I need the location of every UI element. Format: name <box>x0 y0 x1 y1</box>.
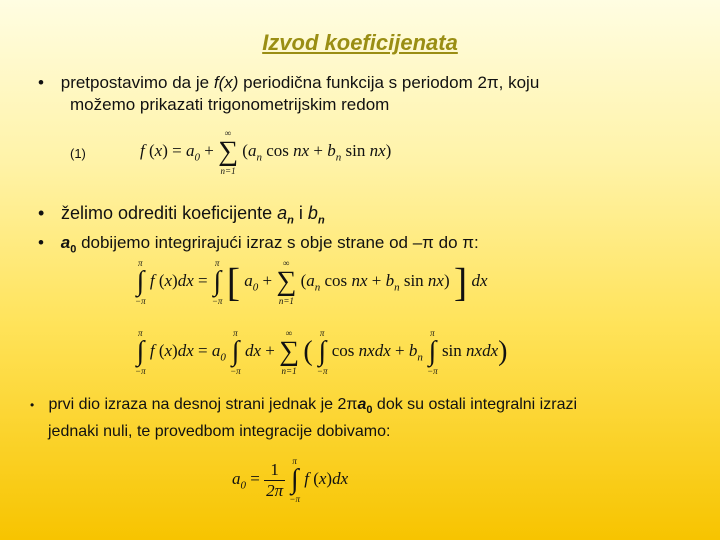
equation-4: $a_0$ = $\frac{1}{2\pi}$ π ∫ −π f (x)dx <box>232 456 349 504</box>
bullet-dot: • <box>30 398 35 412</box>
bullet-dot: • <box>38 73 44 92</box>
slide-title: Izvod koeficijenata <box>262 30 458 55</box>
bullet-3 <box>38 232 479 260</box>
bullet-4-text-a: prvi dio izraza na desnoj strani jednak je 2π <box>48 396 358 413</box>
bullet-3-sub: 0 <box>70 243 77 256</box>
bullet-4-sub: 0 <box>366 404 373 417</box>
equation-1: f $(x) = a_0$ + ∞ ∑ n=1 ($a_n$ cos nx + $b_n$ sin nx) <box>140 128 392 176</box>
bullet-4-line2: jednaki nuli, te provedbom integracije dobivamo: <box>48 423 391 441</box>
bullet-1-text-a: pretpostavimo da je <box>60 73 210 92</box>
bullet-2-n2: n <box>317 214 325 227</box>
bullet-1 <box>38 72 698 116</box>
equation-2: π ∫ −π f (x)dx = π ∫ −π [ $a_0$ + ∞ ∑ n=1 ($a_n$ cos nx + $b_n$ sin nx) ] dx <box>135 258 488 306</box>
bullet-2-n1: n <box>287 214 294 227</box>
bullet-1-line2: možemo prikazati trigonometrijskim redom <box>70 95 390 114</box>
bullet-1-text-b: periodična funkcija s periodom 2π, koju <box>243 73 540 92</box>
equation-1-label: (1) <box>70 146 86 161</box>
bullet-4-text-b: dok su ostali integralni izrazi <box>376 396 578 413</box>
bullet-2-and: i <box>298 203 303 223</box>
bullet-2-b: b <box>307 203 318 223</box>
bullet-4-a: a <box>357 396 367 413</box>
bullet-2-a: a <box>277 203 288 223</box>
bullet-3-a: a <box>60 233 71 252</box>
bullet-3-text: dobijemo integrirajući izraz s obje strane od –π do π: <box>81 233 479 252</box>
bullet-2-text: želimo odrediti koeficijente <box>61 203 273 223</box>
bullet-dot: • <box>38 203 45 223</box>
bullet-1-fx: f(x) <box>213 73 239 92</box>
bullet-2 <box>38 202 325 232</box>
bullet-4 <box>30 394 700 443</box>
equation-3: π ∫ −π f $(x)dx = a_0$ π ∫ −π dx + ∞ ∑ n=1 ( π ∫ −π cos nxdx + $b_n$ π ∫ −π sin nxdx) <box>135 328 508 376</box>
bullet-dot: • <box>38 233 44 252</box>
